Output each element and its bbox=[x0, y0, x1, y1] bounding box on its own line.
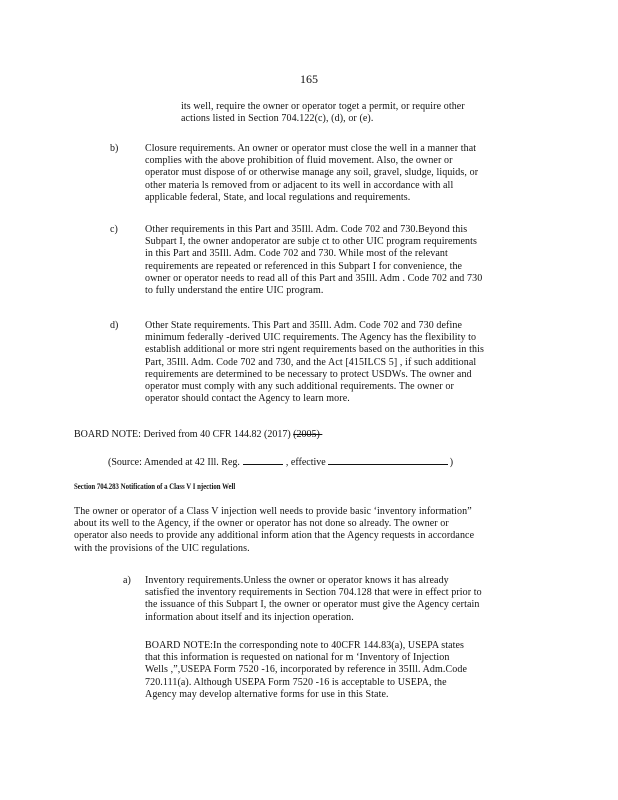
source-note bbox=[108, 455, 453, 469]
section-heading: Section 704.283 Notification of a Class V I njection Well bbox=[74, 482, 236, 491]
item-c-text: Other requirements in this Part and 35Ill. Adm. Code 702 and 730.Beyond this Subpart I, the owner andoperator are subje ct to other UIC program requirements in this Part and 35Ill. Adm. Code 702 and 730. While most of the relevant requirements are repeated or referenced in this Subpart I for convenience, the owner or operator needs to read all of this Part and 35Ill. Adm . Code 702 and 730 to fully understand the entire UIC program. bbox=[145, 224, 483, 297]
source-middle: , effective bbox=[285, 457, 326, 468]
board-note-2: BOARD NOTE:In the corresponding note to 40CFR 144.83(a), USEPA states that this information is requested on national for m ‘Inventory of Injection Wells ,”,USEPA Form 7520 -16, incorporated by reference in 35Ill. Adm.Code 720.111(a). Although USEPA Form 7520 -16 is acceptable to USEPA, the Agency may develop alternative forms for use in this State. bbox=[145, 640, 468, 700]
continuation-paragraph: its well, require the owner or operator toget a permit, or require other actions listed in Section 704.122(c), (d), or (e). bbox=[181, 101, 465, 125]
item-a-label: a) bbox=[123, 575, 131, 586]
page-number: 165 bbox=[300, 72, 318, 86]
board-note-text: BOARD NOTE: Derived from 40 CFR 144.82 (2017) bbox=[74, 429, 294, 440]
item-b-label: b) bbox=[110, 143, 119, 154]
item-c-label: c) bbox=[110, 224, 118, 235]
item-d-label: d) bbox=[110, 320, 119, 331]
board-note-struck-text: (2005) bbox=[293, 429, 323, 440]
board-note bbox=[74, 429, 322, 441]
item-b-text: Closure requirements. An owner or operator must close the well in a manner that complies with the above prohibition of fluid movement. Also, the owner or operator must dispose of or otherwise manage any soil, gravel, sludge, liquids, or other materia ls removed from or adjacent to its well in accordance with all applicable federal, State, and local regulations and requirements. bbox=[145, 143, 479, 203]
reg-blank bbox=[243, 455, 283, 465]
intro-paragraph: The owner or operator of a Class V injection well needs to provide basic ‘inventory information” about its well to the Agency, if the owner or operator has not done so already. The owner or operator also needs to provide any additional inform ation that the Agency requests in accordance with the provisions of the UIC regulations. bbox=[74, 506, 475, 554]
source-prefix: (Source: Amended at 42 Ill. Reg. bbox=[108, 457, 240, 468]
item-a-text: Inventory requirements.Unless the owner or operator knows it has already satisfied the inventory requirements in Section 704.128 that were in effect prior to the issuance of this Subpart I, the owner or operator must give the Agency certain information about itself and its injection operation. bbox=[145, 575, 482, 623]
item-d-text: Other State requirements. This Part and 35Ill. Adm. Code 702 and 730 define minimum federally -derived UIC requirements. The Agency has the flexibility to establish additional or more stri ngent requirements based on the authorities in this Part, 35Ill. Adm. Code 702 and 730, and the Act [415ILCS 5] , if such additional requirements are determined to be necessary to protect USDWs. The owner and operator must comply with any such additional requirements. The owner or operator should contact the Agency to learn more. bbox=[145, 320, 484, 405]
source-suffix: ) bbox=[449, 457, 454, 468]
effective-blank bbox=[328, 455, 448, 465]
